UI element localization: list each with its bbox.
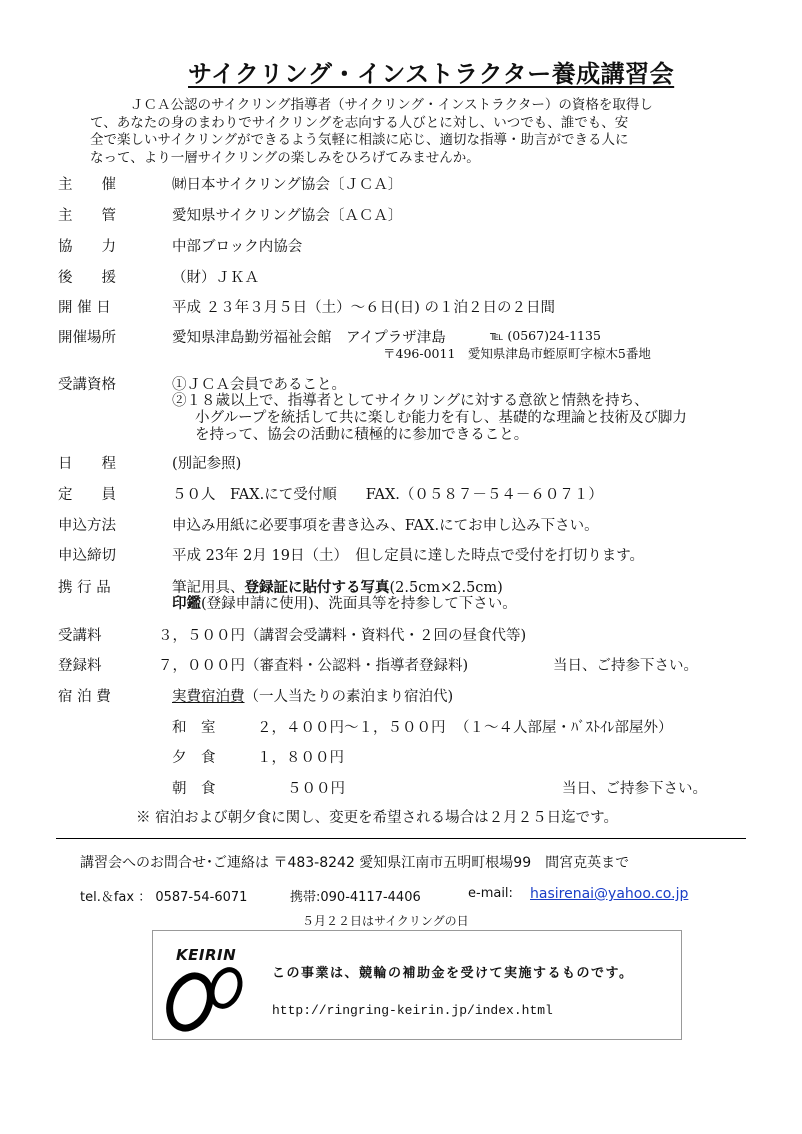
label-organizer: 主 催 (58, 177, 116, 193)
qualification-line: 小グループを統括して共に楽しむ能力を有し、基礎的な理論と技術及び脚力 (195, 410, 687, 426)
value-management: 愛知県サイクリング協会〔ＡＣＡ〕 (172, 208, 403, 224)
label-schedule: 日 程 (58, 456, 116, 472)
items-text: 筆記用具、 (172, 580, 245, 596)
divider (56, 838, 746, 839)
value-date: 平成 ２３年３月５日（土）～６日(日) の１泊２日の２日間 (172, 300, 556, 316)
contact-telfax: tel.＆fax ： 0587-54-6071 (80, 890, 248, 905)
keirin-logo-text: KEIRIN (176, 946, 237, 964)
contact-line: 講習会へのお問合せ･ご連絡は 〒483-8242 愛知県江南市五明町根場99 間宮克英まで (80, 855, 630, 871)
value-capacity: ５０人 FAX.にて受付順 FAX.（０５８７－５４－６０７１） (172, 487, 603, 503)
label-cooperation: 協 力 (58, 239, 116, 255)
value-registration-fee: ７，０００円（審査料・公認料・指導者登録料) (158, 658, 469, 674)
keirin-logo (158, 946, 258, 1036)
value-deadline: 平成 23年 2月 19日（土） 但し定員に達した時点で受付を打切ります。 (172, 548, 645, 564)
label-management: 主 管 (58, 208, 116, 224)
label-items: 携 行 品 (58, 580, 111, 596)
dinner-price: １，８００円 (257, 750, 344, 766)
keirin-rings-icon (160, 964, 256, 1034)
breakfast-label: 朝 食 (172, 781, 216, 797)
value-application-method: 申込み用紙に必要事項を書き込み、FAX.にてお申し込み下さい。 (172, 518, 599, 534)
contact-mobile: 携帯:090-4117-4406 (290, 890, 421, 905)
value-lodging (172, 685, 453, 706)
label-application-method: 申込方法 (58, 518, 116, 534)
intro-line: ＪＣＡ公認のサイクリング指導者（サイクリング・インストラクター）の資格を取得し (130, 97, 653, 113)
intro-paragraph (90, 97, 702, 167)
label-qualification: 受講資格 (58, 377, 116, 393)
intro-line: て、あなたの身のまわりでサイクリングを志向する人びとに対し、いつでも、誰でも、安 (90, 114, 629, 131)
label-capacity: 定 員 (58, 487, 116, 503)
venue-tel: ℡ (0567)24-1135 (490, 328, 601, 343)
label-venue: 開催場所 (58, 330, 116, 346)
venue-address: 〒496-0011 愛知県津島市蛭原町字椋木5番地 (383, 346, 651, 361)
qualification-line: を持って、協会の活動に積極的に参加できること。 (195, 427, 529, 443)
label-deadline: 申込締切 (58, 548, 116, 564)
lodging-room-note: （１～４人部屋・ﾊﾞｽﾄｲﾚ部屋外） (455, 720, 673, 736)
lodging-room-price: ２，４００円～１，５００円 (257, 720, 446, 736)
label-sponsor: 後 援 (58, 270, 116, 286)
qualification-line: ①ＪＣＡ会員であること。 (172, 377, 346, 393)
qualification-line: ②１８歳以上で、指導者としてサイクリングに対する意欲と情熱を持ち、 (172, 393, 649, 409)
intro-line: なって、より一層サイクリングの楽しみをひろげてみませんか。 (90, 149, 480, 166)
value-cooperation: 中部ブロック内協会 (172, 239, 303, 255)
keirin-subsidy-text: この事業は、競輪の補助金を受けて実施するものです。 (272, 966, 634, 981)
page-title: サイクリング・インストラクター養成講習会 (188, 60, 675, 88)
value-sponsor: （財）ＪＫＡ (172, 270, 259, 286)
dinner-label: 夕 食 (172, 750, 216, 766)
value-tuition: ３，５００円（講習会受講料・資料代・２回の昼食代等) (158, 628, 527, 644)
value-schedule: (別記参照) (172, 456, 242, 472)
items-photo-size: (2.5cm×2.5cm) (389, 580, 503, 596)
items-photo-text: 登録証に貼付する写真 (244, 579, 390, 596)
keirin-url[interactable]: http://ringring-keirin.jp/index.html (272, 1003, 553, 1018)
breakfast-note: 当日、ご持参下さい。 (562, 781, 707, 797)
intro-line: 全で楽しいサイクリングができるよう気軽に相談に応じ、適切な指導・助言ができる人に (90, 132, 629, 148)
label-date: 開 催 日 (58, 300, 111, 316)
change-notice: ※ 宿泊および朝夕食に関し、変更を希望される場合は２月２５日迄です。 (136, 810, 618, 826)
label-registration-fee: 登録料 (58, 658, 102, 674)
registration-fee-note: 当日、ご持参下さい。 (553, 658, 698, 674)
label-tuition: 受講料 (58, 628, 102, 644)
lodging-room-label: 和 室 (172, 720, 216, 736)
items-line-2 (172, 592, 517, 613)
value-organizer: ㈶日本サイクリング協会〔ＪＣＡ〕 (172, 177, 403, 193)
lodging-description: （一人当たりの素泊まり宿泊代) (244, 689, 454, 705)
items-seal-text: 印鑑 (172, 595, 201, 612)
label-lodging: 宿 泊 費 (58, 689, 111, 705)
items-text: (登録申請に使用)、洗面具等を持参して下さい。 (201, 596, 517, 612)
cycling-day: ５月２２日はサイクリングの日 (302, 914, 469, 928)
contact-email-label: e-mail: (468, 886, 513, 901)
contact-email-link[interactable]: hasirenai@yahoo.co.jp (530, 886, 689, 902)
breakfast-price: ５００円 (287, 781, 345, 797)
lodging-actual-cost: 実費宿泊費 (172, 689, 245, 705)
value-venue: 愛知県津島勤労福祉会館 アイプラザ津島 (172, 330, 446, 346)
